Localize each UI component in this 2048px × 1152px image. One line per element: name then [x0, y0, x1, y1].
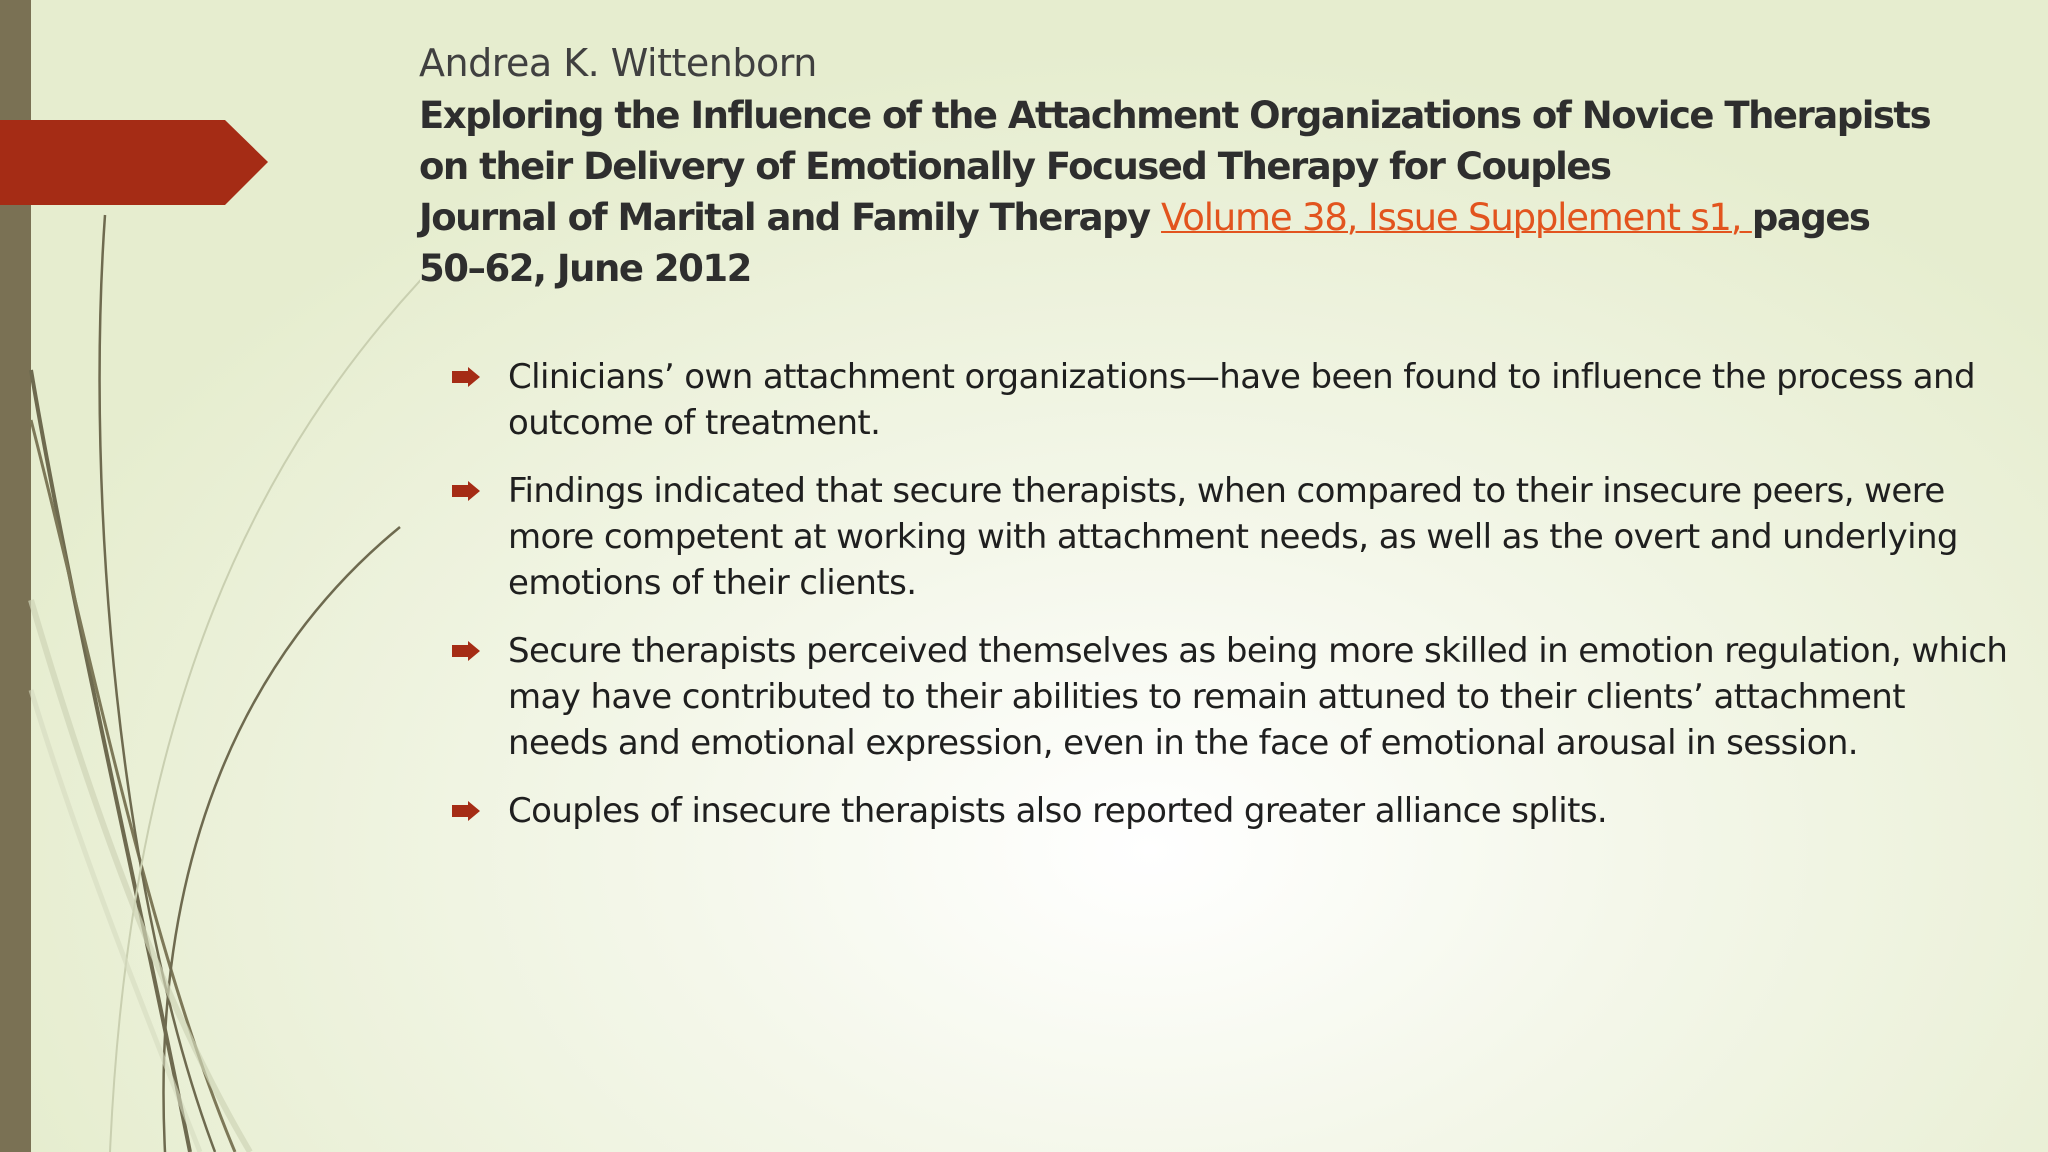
- list-item: [450, 628, 2010, 766]
- arrow-right-icon: [452, 641, 480, 661]
- paper-title-line-1: Exploring the Influence of the Attachment Organizations of Novice Therapists: [419, 94, 1931, 137]
- bullet-text: Clinicians’ own attachment organizations—have been found to influence the process and outcome of treatment.: [508, 357, 1975, 443]
- pages-and-date: 50–62, June 2012: [419, 247, 751, 290]
- list-item: [450, 468, 2010, 606]
- arrow-right-icon: [452, 801, 480, 821]
- journal-citation: [419, 192, 1979, 243]
- findings-list: [450, 354, 2010, 856]
- volume-link[interactable]: Volume 38, Issue Supplement s1,: [1161, 196, 1752, 239]
- bullet-text: Secure therapists perceived themselves as being more skilled in emotion regulation, which may have contributed to their abilities to remain attuned to their clients’ attachment needs and emotional expression, even in the face of emotional arousal in session.: [508, 631, 2008, 763]
- arrow-right-icon: [452, 481, 480, 501]
- pages-label: pages: [1751, 196, 1870, 239]
- paper-title: [419, 90, 1979, 192]
- paper-title-line-2: on their Delivery of Emotionally Focused Therapy for Couples: [419, 145, 1611, 188]
- list-item: [450, 354, 2010, 446]
- bullet-text: Couples of insecure therapists also reported greater alliance splits.: [508, 791, 1608, 831]
- bullet-text: Findings indicated that secure therapists, when compared to their insecure peers, were more competent at working with attachment needs, as well as the overt and underlying emotions of their clients.: [508, 471, 1958, 603]
- list-item: [450, 788, 2010, 834]
- author-name: Andrea K. Wittenborn: [419, 41, 817, 85]
- journal-name: Journal of Marital and Family Therapy: [419, 196, 1162, 239]
- citation-header: [419, 36, 1979, 294]
- arrow-right-icon: [452, 367, 480, 387]
- arrow-tab-icon: [0, 120, 268, 205]
